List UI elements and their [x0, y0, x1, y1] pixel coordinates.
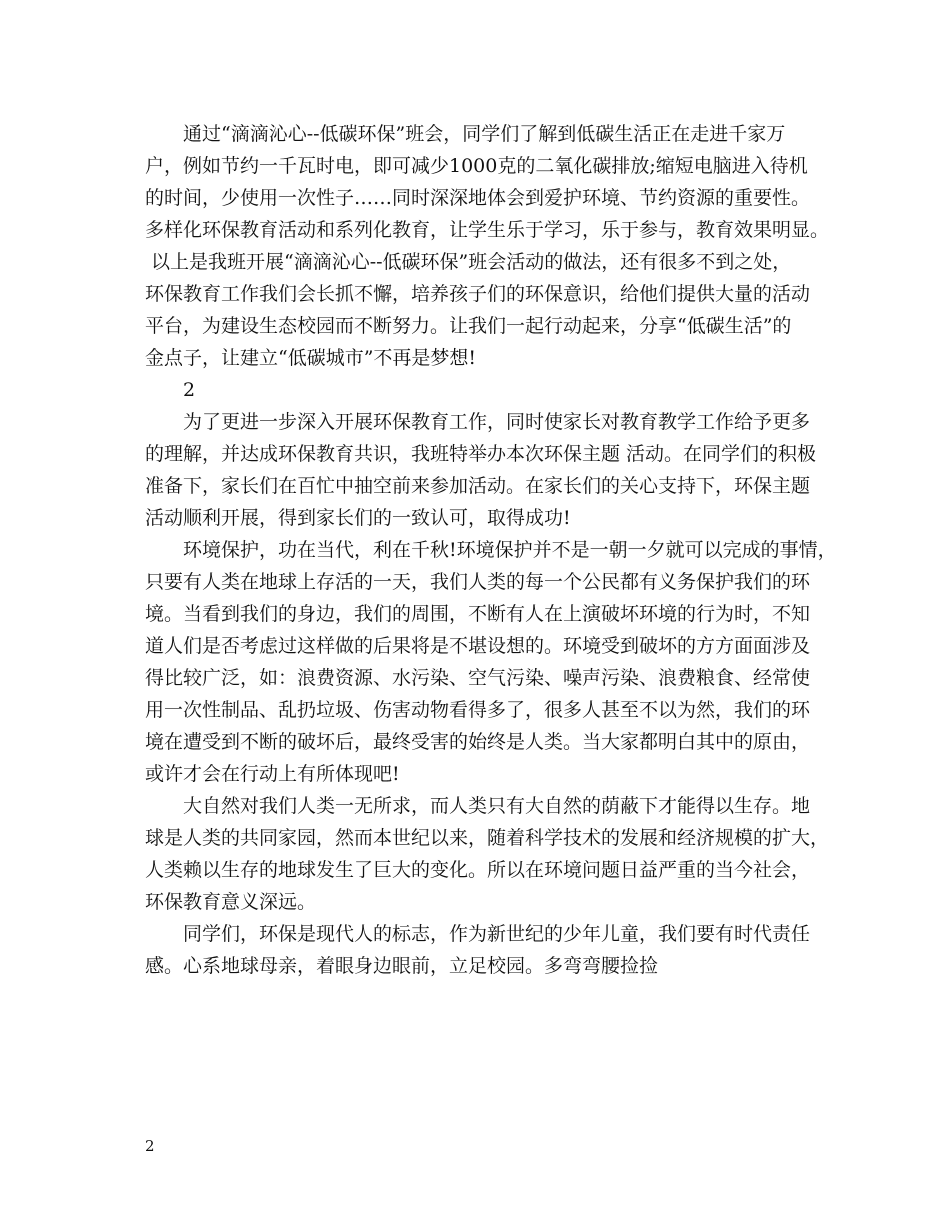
paragraph-line: 通过“滴滴沁心--低碳环保”班会，同学们了解到低碳生活正在走进千家万: [183, 123, 786, 145]
paragraph-line: 感。心系地球母亲，着眼身边眼前，立足校园。多弯弯腰捡捡: [145, 955, 659, 977]
paragraph-line: 户，例如节约一千瓦时电，即可减少1000克的二氧化碳排放;缩短电脑进入待机: [145, 155, 808, 177]
paragraph-line: 球是人类的共同家园，然而本世纪以来，随着科学技术的发展和经济规模的扩大，: [145, 827, 830, 849]
paragraph-line: 多样化环保教育活动和系列化教育，让学生乐于学习，乐于参与，教育效果明显。: [145, 219, 830, 241]
paragraph-line: 以上是我班开展“滴滴沁心--低碳环保”班会活动的做法，还有很多不到之处，: [151, 251, 792, 273]
paragraph-line: 平台，为建设生态校园而不断努力。让我们一起行动起来，分享“低碳生活”的: [145, 315, 792, 337]
page-number: 2: [145, 1137, 155, 1155]
paragraph-line: 环保教育工作我们会长抓不懈，培养孩子们的环保意识，给他们提供大量的活动: [145, 283, 811, 305]
paragraph-line: 环保教育意义深远。: [145, 891, 317, 913]
paragraph-line: 环境保护，功在当代，利在千秋!环境保护并不是一朝一夕就可以完成的事情，: [183, 539, 837, 561]
paragraph-line: 同学们，环保是现代人的标志，作为新世纪的少年儿童，我们要有时代责任: [183, 923, 811, 945]
paragraph-line: 大自然对我们人类一无所求，而人类只有大自然的荫蔽下才能得以生存。地: [183, 795, 811, 817]
paragraph-line: 用一次性制品、乱扔垃圾、伤害动物看得多了，很多人甚至不以为然，我们的环: [145, 699, 811, 721]
paragraph-line: 或许才会在行动上有所体现吧!: [145, 763, 400, 785]
paragraph-line: 人类赖以生存的地球发生了巨大的变化。所以在环境问题日益严重的当今社会，: [145, 859, 811, 881]
paragraph-line: 为了更进一步深入开展环保教育工作，同时使家长对教育教学工作给予更多: [183, 411, 811, 433]
paragraph-line: 金点子，让建立“低碳城市”不再是梦想!: [145, 347, 477, 369]
body-text: [145, 118, 837, 982]
paragraph-line: 道人们是否考虑过这样做的后果将是不堪设想的。环境受到破坏的方方面面涉及: [145, 635, 811, 657]
paragraph-line: 境在遭受到不断的破坏后，最终受害的始终是人类。当大家都明白其中的原由，: [145, 731, 811, 753]
paragraph-line: 得比较广泛，如：浪费资源、水污染、空气污染、噪声污染、浪费粮食、经常使: [145, 667, 811, 689]
paragraph-line: 境。当看到我们的身边，我们的周围，不断有人在上演破坏环境的行为时，不知: [145, 603, 811, 625]
section-number: 2: [183, 379, 196, 401]
paragraph-line: 的时间，少使用一次性子……同时深深地体会到爱护环境、节约资源的重要性。: [145, 187, 811, 209]
paragraph-line: 的理解，并达成环保教育共识，我班特举办本次环保主题 活动。在同学们的积极: [145, 443, 817, 465]
paragraph-line: 准备下，家长们在百忙中抽空前来参加活动。在家长们的关心支持下，环保主题: [145, 475, 811, 497]
paragraph-line: 活动顺利开展，得到家长们的一致认可，取得成功!: [145, 507, 571, 529]
paragraph-line: 只要有人类在地球上存活的一天，我们人类的每一个公民都有义务保护我们的环: [145, 571, 811, 593]
